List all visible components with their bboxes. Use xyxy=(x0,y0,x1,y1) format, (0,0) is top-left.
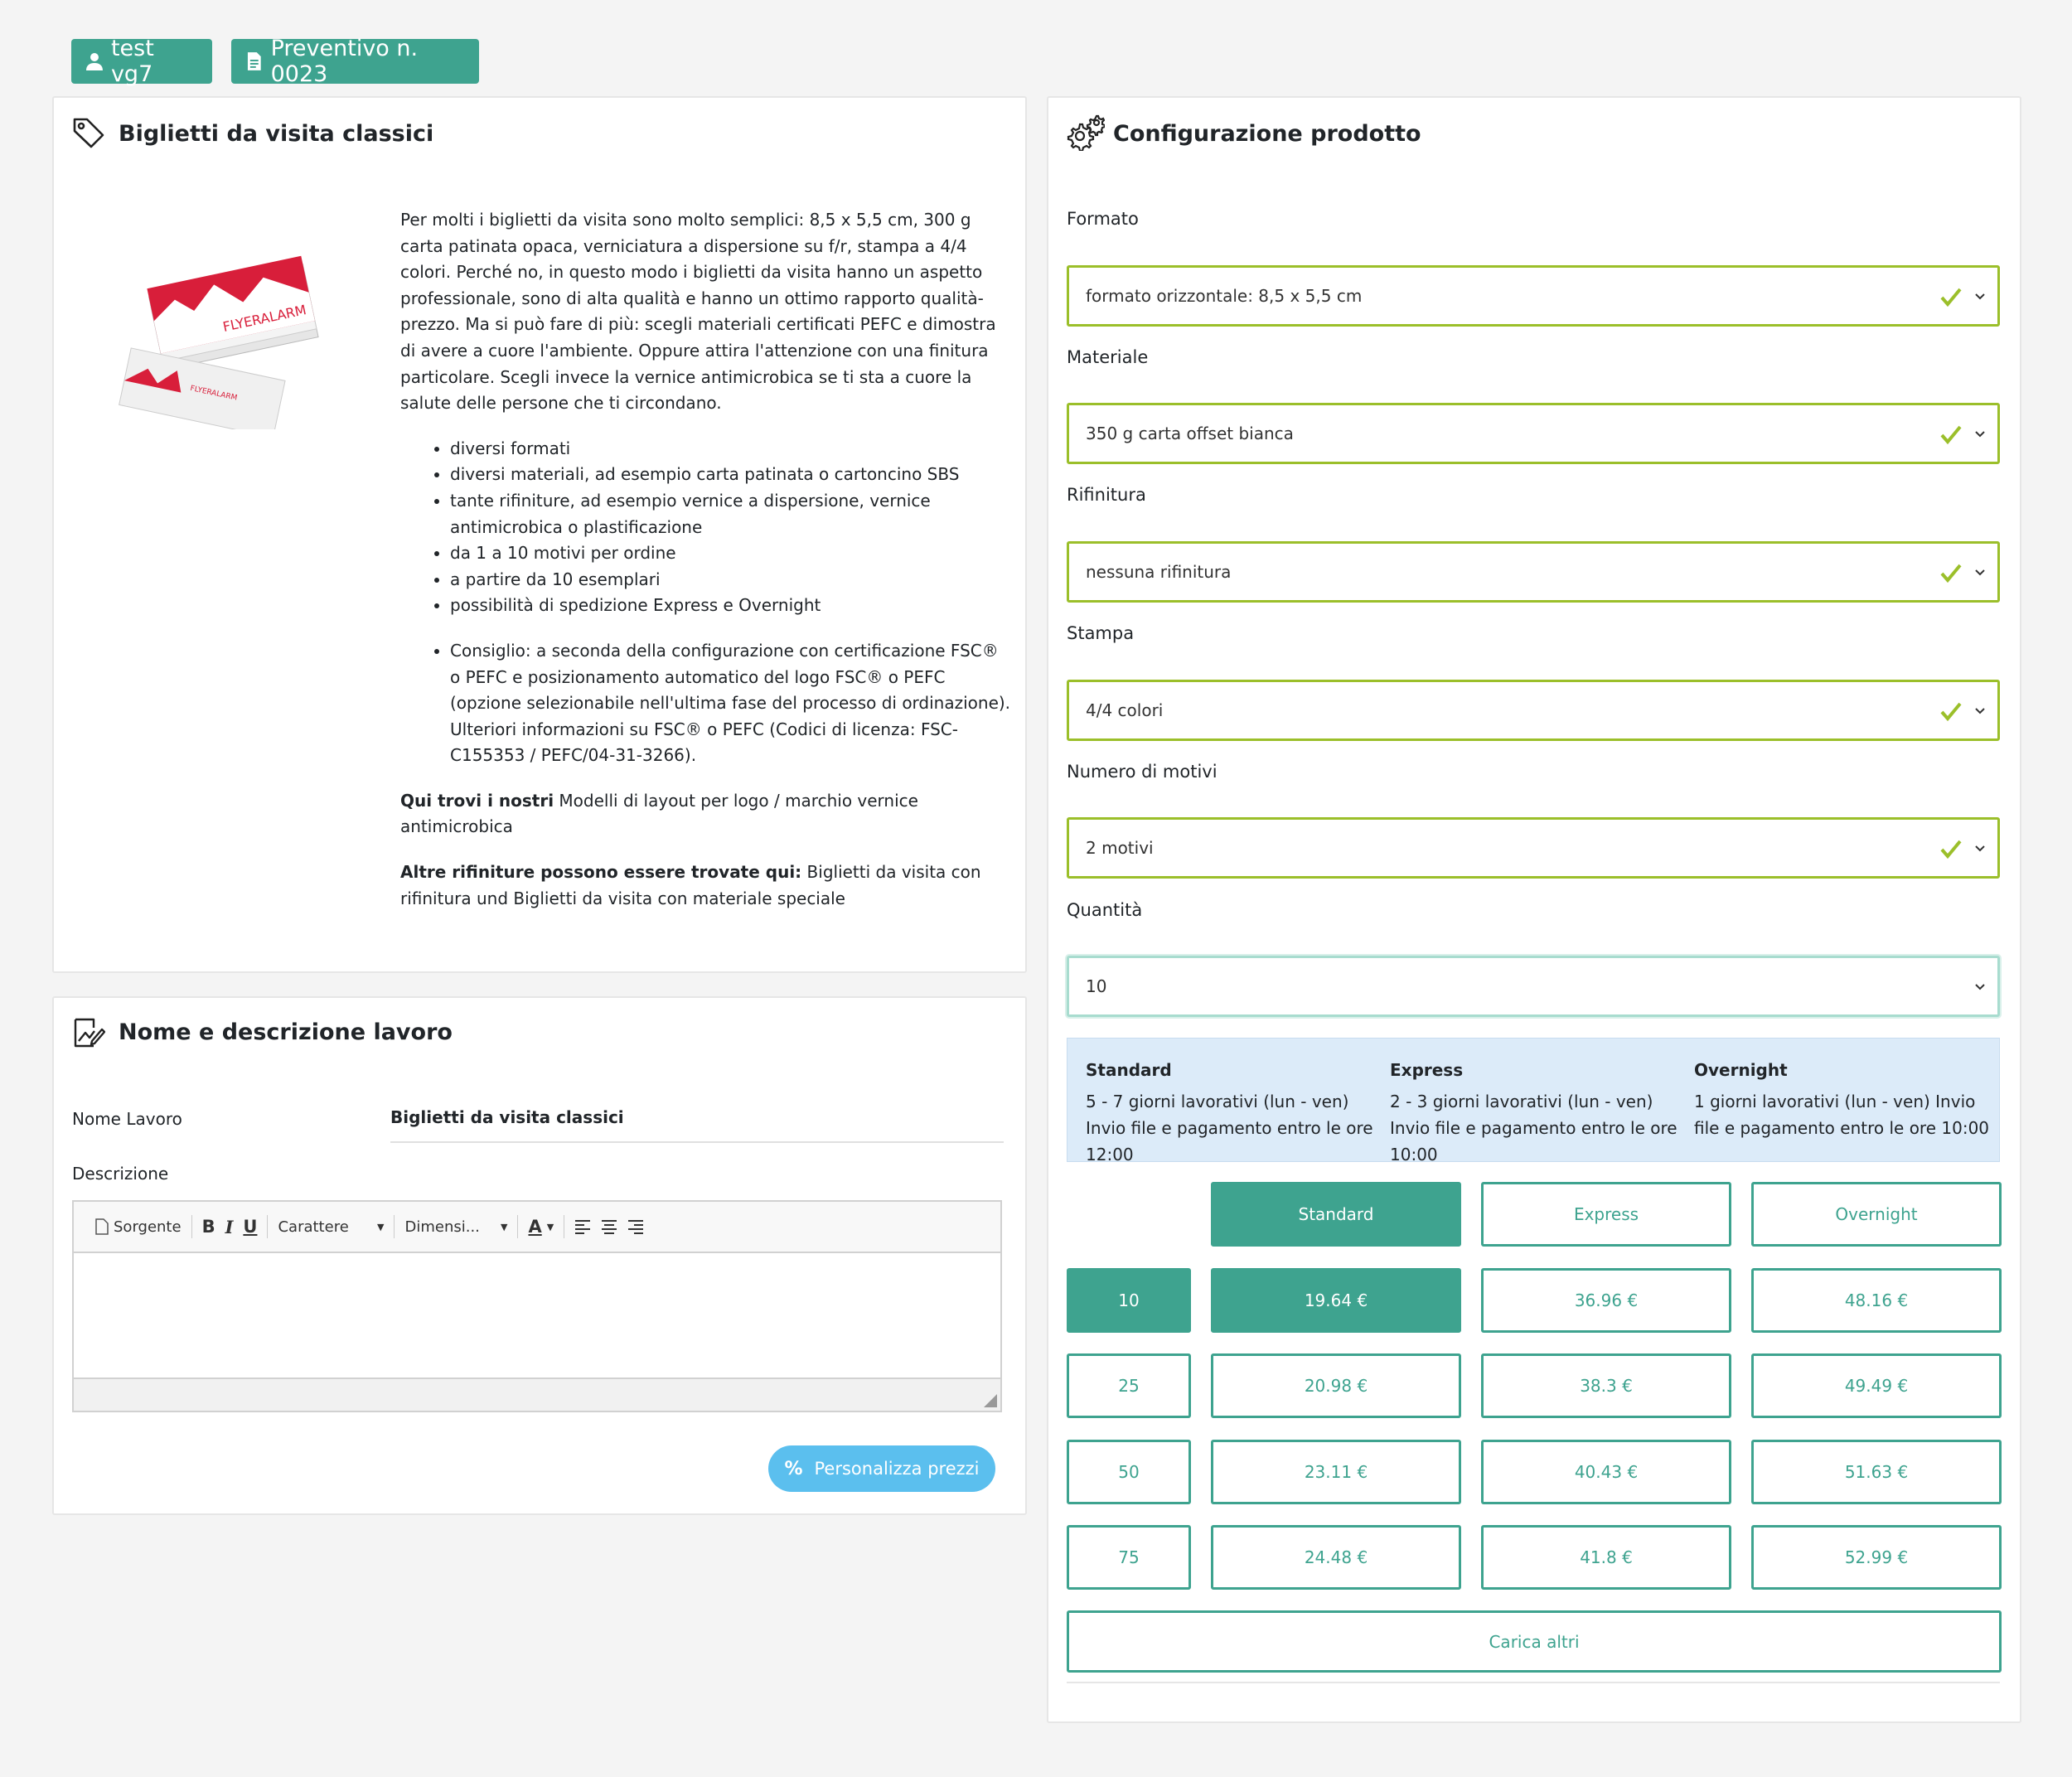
price-cell[interactable]: 40.43 € xyxy=(1481,1440,1731,1504)
price-cell[interactable]: 41.8 € xyxy=(1481,1525,1731,1590)
finishing-select[interactable] xyxy=(1067,541,2000,603)
product-intro: Per molti i biglietti da visita sono molto semplici: 8,5 x 5,5 cm, 300 g carta patinata opaca, verniciatura a dispersione su f/r, stampa a 4/4 colori. Perché no, in questo modo i biglietti da visita hanno un aspetto professionale, sono di alta qualità e hanno un ottimo rapporto qualità-prezzo. Ma si può fare di più: scegli materiali certificati PEFC e dimostra di avere a cuore l'ambiente. Oppure attira l'attenzione con una finitura particolare. Scegli invece la vernice antimicrobica se ti sta a cuore la salute delle persone che ti circondano. xyxy=(400,210,996,414)
print-label: Stampa xyxy=(1067,623,1135,643)
delivery-name: Express xyxy=(1390,1060,1464,1080)
header-standard[interactable]: Standard xyxy=(1211,1182,1461,1247)
edit-document-icon xyxy=(72,1016,105,1049)
custom-prices-label: Personalizza prezzi xyxy=(814,1459,980,1479)
price-cell[interactable]: 51.63 € xyxy=(1751,1440,2002,1504)
text-color-button[interactable] xyxy=(523,1210,559,1243)
text-color-icon: A xyxy=(528,1217,542,1237)
material-value: 350 g carta offset bianca xyxy=(1086,424,1294,443)
description-label: Descrizione xyxy=(72,1164,169,1184)
certification-tip: • Consiglio: a seconda della configurazione con certificazione FSC® o PEFC e posizionamento automatico del logo FSC® o PEFC (opzione selezionabile nell'ultima fase del processo di ordinazione). Ulteriori informazioni su FSC® o PEFC (Codici di licenza: FSC-C155353 / PEFC/04-31-3266). xyxy=(450,638,1014,769)
format-value: formato orizzontale: 8,5 x 5,5 cm xyxy=(1086,286,1363,306)
delivery-name: Overnight xyxy=(1694,1060,1788,1080)
price-cell[interactable]: 36.96 € xyxy=(1481,1268,1731,1333)
price-cell[interactable]: 24.48 € xyxy=(1211,1525,1461,1590)
tip-list xyxy=(400,638,1014,769)
price-cell[interactable]: 23.11 € xyxy=(1211,1440,1461,1504)
editor-statusbar xyxy=(74,1378,1000,1411)
resize-handle-icon[interactable] xyxy=(984,1394,997,1407)
format-select[interactable] xyxy=(1067,265,2000,327)
config-card xyxy=(1047,96,2021,1723)
delivery-desc: 1 giorni lavorativi (lun - ven) Invio file e pagamento entro le ore 10:00 xyxy=(1694,1092,1990,1138)
check-icon xyxy=(1939,562,1963,583)
job-name-input[interactable]: Biglietti da visita classici xyxy=(390,1107,624,1127)
description-editor[interactable] xyxy=(72,1200,1002,1412)
price-cell[interactable]: 19.64 € xyxy=(1211,1268,1461,1333)
more-paragraph xyxy=(400,859,1014,912)
feature-list xyxy=(400,436,1014,619)
editor-toolbar xyxy=(74,1202,1000,1253)
tag-icon xyxy=(72,116,105,149)
layouts-link[interactable]: Modelli di layout per logo / marchio vernice antimicrobica xyxy=(400,790,918,837)
size-dropdown[interactable] xyxy=(399,1210,512,1243)
chevron-down-icon xyxy=(1974,845,1986,853)
chevron-down-icon xyxy=(1974,293,1986,301)
price-cell[interactable]: 48.16 € xyxy=(1751,1268,2002,1333)
delivery-name: Standard xyxy=(1086,1060,1172,1080)
qty-50[interactable]: 50 xyxy=(1067,1440,1191,1504)
format-label: Formato xyxy=(1067,209,1139,229)
check-icon xyxy=(1939,286,1963,307)
material-select[interactable] xyxy=(1067,403,2000,464)
check-icon xyxy=(1939,424,1963,445)
list-item: • diversi materiali, ad esempio carta patinata o cartoncino SBS xyxy=(450,462,1014,488)
list-item: • possibilità di spedizione Express e Overnight xyxy=(450,593,1014,619)
list-item: • tante rifiniture, ad esempio vernice a dispersione, vernice antimicrobica o plastificazione xyxy=(450,488,1014,540)
gears-icon xyxy=(1067,114,1105,151)
price-cell[interactable]: 52.99 € xyxy=(1751,1525,2002,1590)
delivery-desc: 5 - 7 giorni lavorativi (lun - ven) Invio file e pagamento entro le ore 12:00 xyxy=(1086,1092,1373,1164)
delivery-desc: 2 - 3 giorni lavorativi (lun - ven) Invio file e pagamento entro le ore 10:00 xyxy=(1390,1092,1677,1164)
chevron-down-icon xyxy=(1974,569,1986,577)
delivery-standard-info xyxy=(1086,1057,1384,1168)
custom-prices-button[interactable] xyxy=(768,1445,995,1492)
user-icon xyxy=(85,51,104,72)
config-title: Configurazione prodotto xyxy=(1113,121,1421,147)
align-right-icon xyxy=(627,1219,644,1234)
brand-text-1: FLYERALARM xyxy=(221,302,308,335)
font-label: Carattere xyxy=(278,1218,349,1236)
more-link[interactable]: Biglietti da visita con rifinitura und Biglietti da visita con materiale speciale xyxy=(400,862,981,908)
delivery-overnight-info xyxy=(1694,1057,1992,1141)
align-left-icon xyxy=(574,1219,591,1234)
quote-badge[interactable] xyxy=(231,36,479,87)
product-image xyxy=(99,230,365,429)
caret-down-icon: ▼ xyxy=(501,1221,508,1232)
align-left-button[interactable] xyxy=(569,1210,596,1243)
toolbar-separator xyxy=(267,1215,268,1238)
source-label: Sorgente xyxy=(114,1218,182,1236)
header-express[interactable]: Express xyxy=(1481,1182,1731,1247)
motifs-label: Numero di motivi xyxy=(1067,762,1218,782)
check-icon xyxy=(1939,838,1963,859)
align-center-button[interactable] xyxy=(596,1210,622,1243)
caret-down-icon: ▼ xyxy=(377,1221,385,1232)
quantity-label: Quantità xyxy=(1067,900,1143,920)
italic-button[interactable]: I xyxy=(225,1216,234,1237)
price-cell[interactable]: 20.98 € xyxy=(1211,1353,1461,1418)
source-icon xyxy=(95,1218,109,1235)
align-center-icon xyxy=(601,1219,617,1234)
product-title: Biglietti da visita classici xyxy=(119,121,434,147)
percent-icon: % xyxy=(784,1458,803,1479)
job-name-label: Nome Lavoro xyxy=(72,1109,182,1129)
delivery-info-box xyxy=(1067,1038,2000,1162)
motifs-value: 2 motivi xyxy=(1086,838,1154,858)
chevron-down-icon xyxy=(1974,430,1986,438)
finishing-value: nessuna rifinitura xyxy=(1086,562,1232,582)
price-cell[interactable]: 38.3 € xyxy=(1481,1353,1731,1418)
print-select[interactable] xyxy=(1067,680,2000,741)
layouts-label: Qui trovi i nostri xyxy=(400,790,554,811)
price-cell[interactable]: 49.49 € xyxy=(1751,1353,2002,1418)
motifs-select[interactable] xyxy=(1067,817,2000,879)
header-overnight[interactable]: Overnight xyxy=(1751,1182,2002,1247)
delivery-express-info xyxy=(1390,1057,1688,1168)
list-item: • a partire da 10 esemplari xyxy=(450,567,1014,593)
quantity-value: 10 xyxy=(1086,976,1107,996)
quote-number: Preventivo n. 0023 xyxy=(270,36,419,87)
customer-badge[interactable] xyxy=(71,36,212,87)
align-right-button[interactable] xyxy=(622,1210,649,1243)
font-dropdown[interactable] xyxy=(273,1210,389,1243)
product-description xyxy=(400,207,1014,931)
load-more-button[interactable]: Carica altri xyxy=(1067,1610,2002,1673)
toolbar-separator xyxy=(191,1215,192,1238)
chevron-down-icon xyxy=(1974,983,1986,991)
finishing-label: Rifinitura xyxy=(1067,485,1146,505)
chevron-down-icon xyxy=(1974,707,1986,715)
qty-25[interactable]: 25 xyxy=(1067,1353,1191,1418)
material-label: Materiale xyxy=(1067,347,1149,367)
check-icon xyxy=(1939,700,1963,722)
layouts-paragraph xyxy=(400,788,1014,840)
brand-text-2: FLYERALARM xyxy=(189,384,239,403)
job-name-underline xyxy=(390,1141,1004,1143)
quantity-select[interactable] xyxy=(1067,956,2000,1017)
qty-10[interactable]: 10 xyxy=(1067,1268,1191,1333)
job-card xyxy=(52,996,1027,1515)
caret-down-icon: ▼ xyxy=(546,1221,554,1232)
job-title: Nome e descrizione lavoro xyxy=(119,1019,453,1045)
size-label: Dimensi... xyxy=(404,1218,480,1236)
underline-button[interactable]: U xyxy=(243,1217,258,1237)
source-button[interactable] xyxy=(90,1210,186,1243)
print-value: 4/4 colori xyxy=(1086,700,1164,720)
divider xyxy=(1067,1682,2000,1683)
document-icon xyxy=(244,51,264,72)
more-label: Altre rifiniture possono essere trovate qui: xyxy=(400,862,802,883)
product-card xyxy=(52,96,1027,973)
toolbar-separator xyxy=(394,1215,395,1238)
bold-button[interactable]: B xyxy=(201,1217,215,1237)
qty-75[interactable]: 75 xyxy=(1067,1525,1191,1590)
customer-name: test vg7 xyxy=(110,36,154,87)
toolbar-separator xyxy=(517,1215,518,1238)
list-item: • da 1 a 10 motivi per ordine xyxy=(450,540,1014,567)
list-item: • diversi formati xyxy=(450,436,1014,462)
